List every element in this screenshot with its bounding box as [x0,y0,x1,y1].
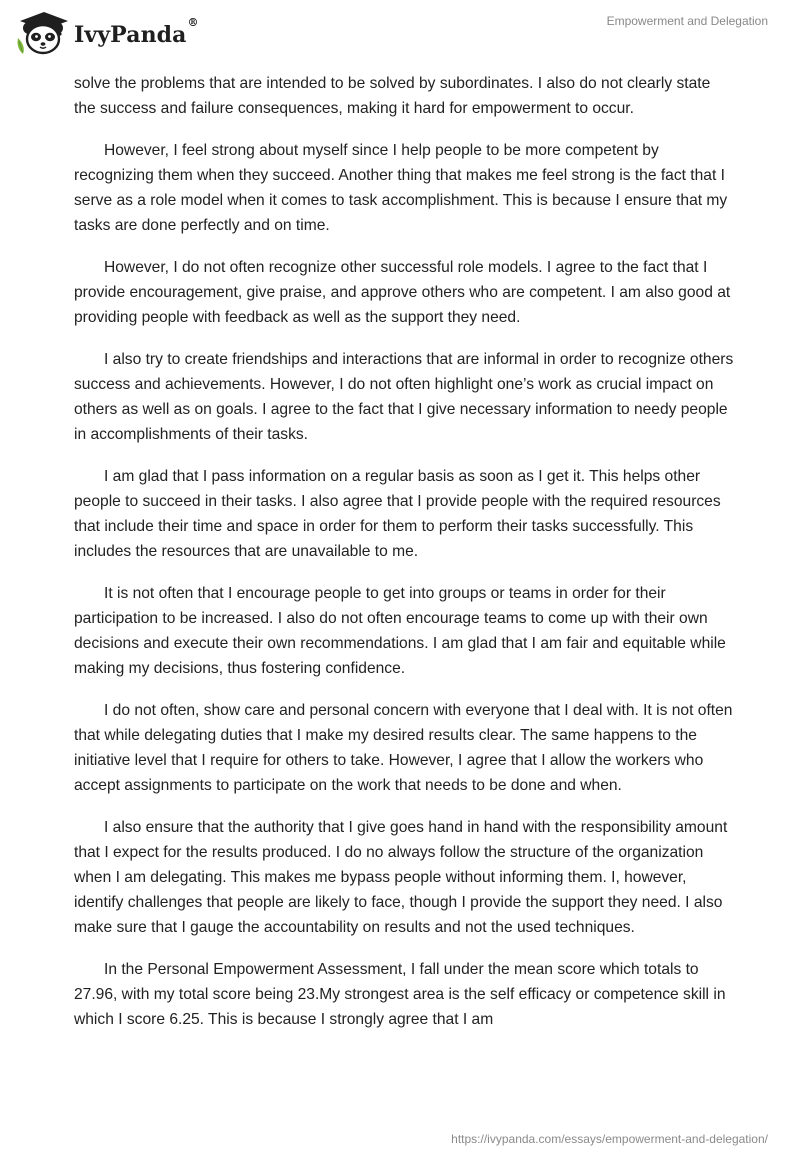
paragraph: It is not often that I encourage people to get into groups or teams in order for their participation to be increased. I also do not often encourage teams to come up with their own decisions and execute their own recommendations. I am glad that I am fair and equitable while making my decisions, thus fostering confidence. [74,585,726,677]
paragraph: I do not often, show care and personal concern with everyone that I deal with. It is not often that while delegating duties that I make my desired results clear. The same happens to the initiative level that I require for others to take. However, I agree that I allow the workers who accept assignments to participate on the work that needs to be done and when. [74,702,733,794]
paragraph: However, I feel strong about myself since I help people to be more competent by recognizing them when they succeed. Another thing that makes me feel strong is the fact that I serve as a role model when it comes to task accomplishment. This is because I ensure that my tasks are done perfectly and on time. [74,142,728,234]
essay-body [74,71,734,1049]
paragraph: I am glad that I pass information on a regular basis as soon as I get it. This helps other people to succeed in their tasks. I also agree that I provide people with the required resources that include their time and space in order for them to perform their tasks successfully. This includes the resources that are unavailable to me. [74,468,721,560]
logo-text: IvyPanda® [74,16,199,48]
panda-graduate-icon [14,8,70,58]
ivypanda-logo[interactable] [14,8,199,58]
source-url-link[interactable]: https://ivypanda.com/essays/empowerment-and-delegation/ [451,1132,768,1146]
paragraph: In the Personal Empowerment Assessment, I fall under the mean score which totals to 27.96, with my total score being 23.My strongest area is the self efficacy or competence skill in which I score 6.25. This is because I strongly agree that I am [74,961,726,1028]
registered-mark: ® [187,16,199,29]
paragraph: solve the problems that are intended to be solved by subordinates. I also do not clearly state the success and failure consequences, making it hard for empowerment to occur. [74,75,711,117]
paragraph: However, I do not often recognize other successful role models. I agree to the fact that I provide encouragement, give praise, and approve others who are competent. I am also good at providing people with feedback as well as the support they need. [74,259,731,326]
paragraph: I also ensure that the authority that I give goes hand in hand with the responsibility amount that I expect for the results produced. I do no always follow the structure of the organization when I am delegating. This makes me bypass people without informing them. I, however, identify challenges that people are likely to face, though I provide the support they need. I also make sure that I gauge the accountability on results and not the used techniques. [74,819,728,936]
document-title: Empowerment and Delegation [606,14,768,28]
page-header [0,0,800,70]
paragraph: I also try to create friendships and interactions that are informal in order to recognize others success and achievements. However, I do not often highlight one’s work as crucial impact on others as well as on goals. I agree to the fact that I give necessary information to needy people in accomplishments of their tasks. [74,351,734,443]
